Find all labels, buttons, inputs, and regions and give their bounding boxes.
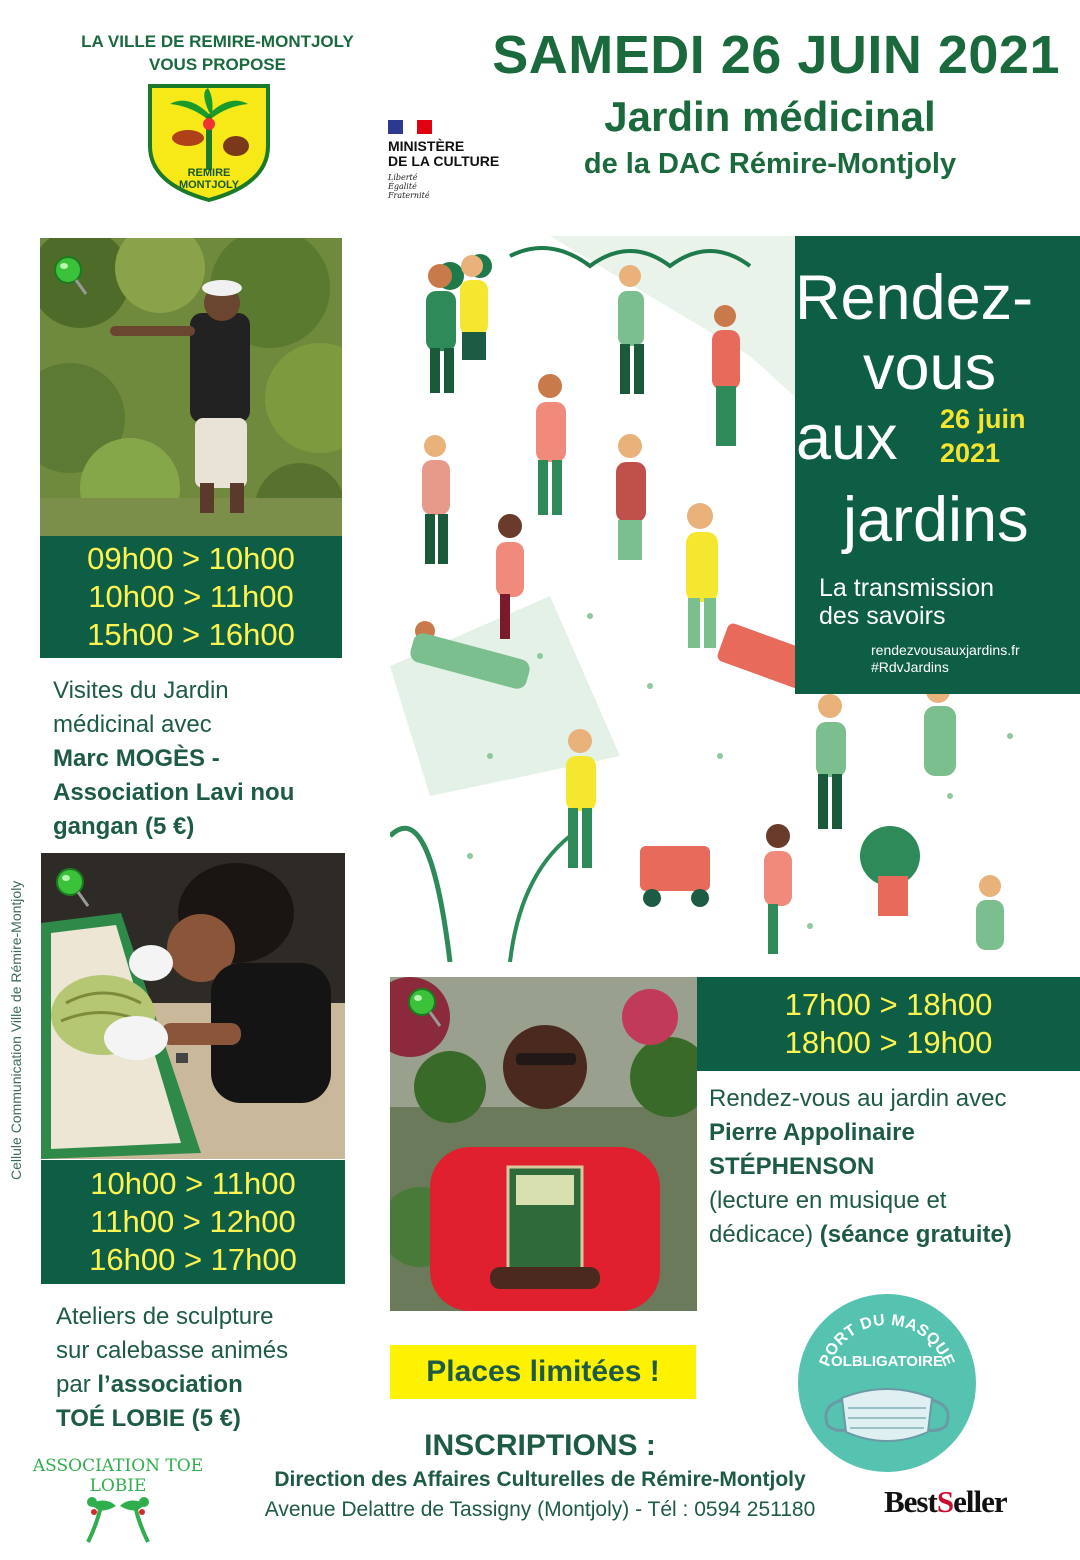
poster-subtitle: La transmission: [819, 574, 995, 602]
mask-badge-text: OLBLIGATOIRE: [831, 1353, 943, 1370]
time-slot: 17h00 > 18h00: [784, 987, 993, 1022]
poster-title-word: Rendez-: [795, 263, 1034, 333]
association-toe-lobie-logo: [28, 1456, 208, 1548]
time-slot: 10h00 > 11h00: [90, 1166, 296, 1201]
time-slot: 11h00 > 12h00: [90, 1204, 296, 1239]
time-slot: 18h00 > 19h00: [784, 1025, 993, 1060]
poster-url: rendezvousauxjardins.fr: [871, 642, 1020, 658]
mask-badge-text: PORT DU MASQUE: [816, 1311, 958, 1369]
ministry-motto: Liberté Égalité Fraternité: [388, 173, 430, 200]
time-slots-session-1: [40, 536, 342, 658]
event-dac-subtitle: de la DAC Rémire-Montjoly: [583, 148, 957, 180]
time-slot: 09h00 > 10h00: [87, 541, 295, 576]
session-1-description: Visites du Jardin médicinal avec Marc MOGÈS - Association Lavi nou gangan (5 €): [53, 677, 295, 840]
poster-hashtag: #RdvJardins: [871, 659, 949, 675]
session-3-description: Rendez-vous au jardin avec Pierre Appolinaire STÉPHENSON (lecture en musique et dédicace) (séance gratuite): [709, 1085, 1012, 1248]
event-garden-title: Jardin médicinal: [604, 93, 936, 140]
time-slot: 10h00 > 11h00: [88, 579, 294, 614]
session-2-description: Ateliers de sculpture sur calebasse animés par l’association TOÉ LOBIE (5 €): [56, 1303, 289, 1432]
poster-title-word: vous: [863, 333, 997, 403]
event-date-title: SAMEDI 26 JUIN 2021: [492, 25, 1060, 85]
poster-date: 2021: [940, 438, 1001, 468]
french-flag-icon: [388, 120, 432, 134]
crest-label: MONTJOLY: [178, 179, 240, 191]
birds-icon: [28, 1456, 208, 1548]
bestseller-logo: BestSeller: [884, 1484, 1007, 1519]
side-credit: Cellule Communication Ville de Rémire-Montjoly: [8, 880, 24, 1180]
poster-date: 26 juin: [940, 404, 1026, 434]
inscriptions-address: Avenue Delattre de Tassigny (Montjoly) - Tél : 0594 251180: [264, 1498, 816, 1521]
mask-mandatory-badge: [798, 1294, 976, 1472]
time-slots-session-3: [697, 977, 1080, 1071]
ministry-name: MINISTÈRE DE LA CULTURE: [388, 138, 500, 169]
poster-title-word: jardins: [843, 485, 1029, 555]
pushpin-icon: [54, 866, 90, 910]
face-mask-icon: [826, 1389, 948, 1441]
time-slots-session-2: [41, 1160, 345, 1284]
pushpin-icon: [52, 254, 88, 298]
city-crest-logo: [148, 84, 270, 202]
association-name: ASSOCIATION TOE LOBIE: [32, 1456, 204, 1496]
poster-subtitle: des savoirs: [819, 602, 946, 630]
city-title: LA VILLE DE REMIRE-MONTJOLY VOUS PROPOSE: [81, 32, 354, 74]
pushpin-icon: [406, 986, 442, 1030]
poster-title-word: aux: [796, 403, 898, 473]
crest-label: REMIRE: [187, 167, 231, 179]
places-limited-banner: Places limitées !: [390, 1345, 696, 1399]
inscriptions-title: INSCRIPTIONS :: [424, 1429, 656, 1462]
time-slot: 15h00 > 16h00: [87, 617, 295, 652]
time-slot: 16h00 > 17h00: [89, 1242, 297, 1277]
inscriptions-direction: Direction des Affaires Culturelles de Rémire-Montjoly: [274, 1468, 806, 1491]
